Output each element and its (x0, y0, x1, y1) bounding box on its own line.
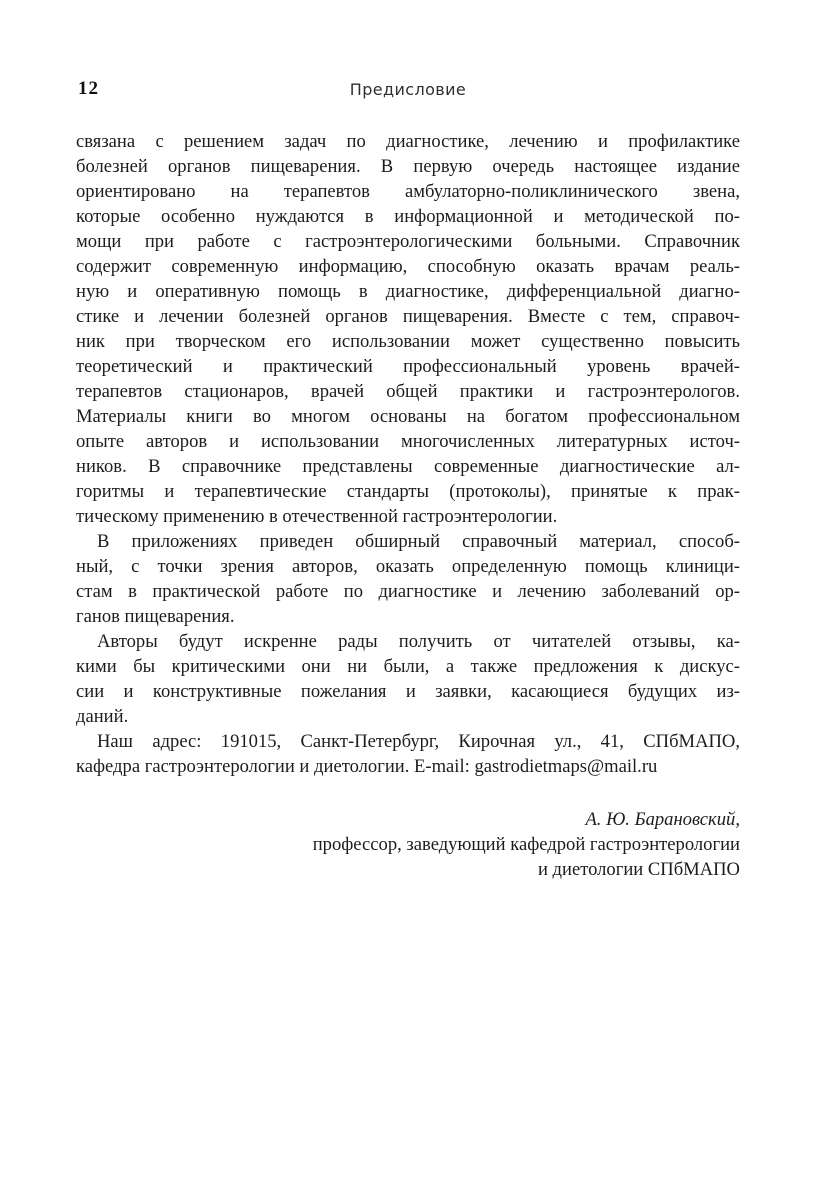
signature-name: А. Ю. Барановский, (585, 809, 740, 830)
signature-role-line: профессор, заведующий кафедрой гастроэнтерологии (312, 834, 740, 855)
text-line: Материалы книги во многом основаны на богатом профессиональном (76, 406, 740, 427)
text-line: Авторы будут искренне рады получить от читателей отзывы, ка- (97, 631, 740, 652)
signature-block (76, 807, 740, 882)
text-line: болезней органов пищеварения. В первую очередь настоящее издание (76, 156, 740, 177)
text-line: ный, с точки зрения авторов, оказать определенную помощь клиници- (76, 556, 740, 577)
text-line: сии и конструктивные пожелания и заявки, касающиеся будущих из- (76, 681, 740, 702)
page-header (76, 78, 740, 104)
paragraph (76, 529, 740, 629)
text-line: горитмы и терапевтические стандарты (протоколы), принятые к прак- (76, 481, 740, 502)
text-line: В приложениях приведен обширный справочный материал, способ- (97, 531, 740, 552)
text-line: кафедра гастроэнтерологии и диетологии. E-mail: gastrodietmaps@mail.ru (76, 756, 658, 777)
paragraph (76, 729, 740, 779)
text-line: даний. (76, 706, 129, 727)
text-line: стам в практической работе по диагностике и лечению заболеваний ор- (76, 581, 740, 602)
text-line: ную и оперативную помощь в диагностике, дифференциальной диагно- (76, 281, 740, 302)
running-head: Предисловие (349, 80, 467, 99)
text-line: ник при творческом его использовании может существенно повысить (76, 331, 740, 352)
text-line: связана с решением задач по диагностике, лечению и профилактике (76, 131, 740, 152)
text-line: Наш адрес: 191015, Санкт-Петербург, Кирочная ул., 41, СПбМАПО, (97, 731, 740, 752)
signature-role-line: и диетологии СПбМАПО (537, 859, 740, 880)
text-line: которые особенно нуждаются в информационной и методической по- (76, 206, 740, 227)
text-line: содержит современную информацию, способную оказать врачам реаль- (76, 256, 740, 277)
body-text (76, 129, 740, 882)
text-line: ганов пищеварения. (76, 606, 235, 627)
page-number: 12 (78, 78, 99, 99)
text-line: опыте авторов и использовании многочисленных литературных источ- (76, 431, 740, 452)
text-line: мощи при работе с гастроэнтерологическими больными. Справочник (76, 231, 740, 252)
text-line: ников. В справочнике представлены современные диагностические ал- (76, 456, 740, 477)
paragraph (76, 629, 740, 729)
text-line: теоретический и практический профессиональный уровень врачей- (76, 356, 740, 377)
paragraph (76, 129, 740, 529)
text-line: кими бы критическими они ни были, а также предложения к дискус- (76, 656, 740, 677)
text-line: терапевтов стационаров, врачей общей практики и гастроэнтерологов. (76, 381, 740, 402)
text-line: стике и лечении болезней органов пищеварения. Вместе с тем, справоч- (76, 306, 740, 327)
text-line: ориентировано на терапевтов амбулаторно-поликлинического звена, (76, 181, 740, 202)
text-line: тическому применению в отечественной гастроэнтерологии. (76, 506, 558, 527)
